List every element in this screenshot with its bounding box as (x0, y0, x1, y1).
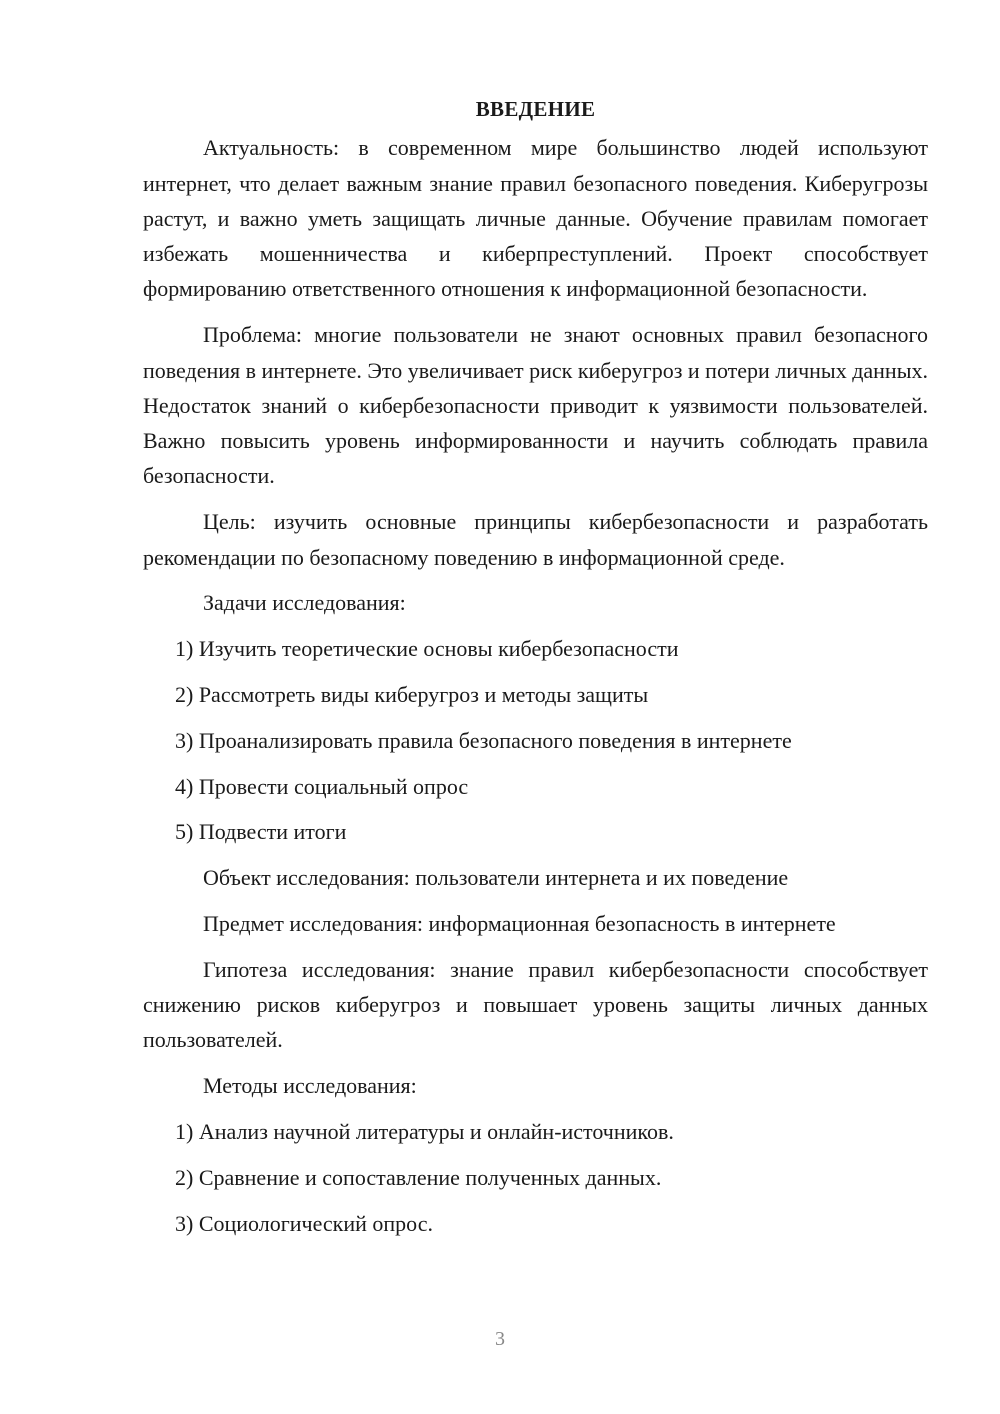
method-item-2: 2) Сравнение и сопоставление полученных данных. (175, 1164, 662, 1190)
task-item-1: 1) Изучить теоретические основы кибербезопасности (175, 636, 679, 662)
task-item-2: 2) Рассмотреть виды киберугроз и методы защиты (175, 681, 649, 707)
page-title: ВВЕДЕНИЕ (475, 97, 596, 121)
relevance-paragraph: Актуальность: в современном мире большинство людей используют интернет, что делает важным знание правил безопасного поведения. Киберугрозы растут, и важно уметь защищать личные данные. Обучение правилам помогает избежать мошенничества и киберпреступлений. Проект способствует формированию ответственного отношения к информационной безопасности. (143, 135, 928, 302)
document-page (143, 92, 928, 1251)
task-item-3: 3) Проанализировать правила безопасного поведения в интернете (175, 727, 792, 753)
task-item-4: 4) Провести социальный опрос (175, 773, 469, 799)
method-item-3: 3) Социологический опрос. (175, 1210, 433, 1236)
research-object: Объект исследования: пользователи интернета и их поведение (203, 865, 789, 891)
problem-paragraph: Проблема: многие пользователи не знают основных правил безопасного поведения в интернете. Это увеличивает риск киберугроз и потери личных данных. Недостаток знаний о кибербезопасности приводит к уязвимости пользователей. Важно повысить уровень информированности и научить соблюдать правила безопасности. (143, 322, 928, 489)
tasks-heading: Задачи исследования: (203, 590, 406, 616)
method-item-1: 1) Анализ научной литературы и онлайн-источников. (175, 1118, 674, 1144)
hypothesis-paragraph: Гипотеза исследования: знание правил кибербезопасности способствует снижению рисков киберугроз и повышает уровень защиты личных данных пользователей. (143, 956, 928, 1053)
page-number: 3 (495, 1328, 505, 1350)
research-subject: Предмет исследования: информационная безопасность в интернете (203, 910, 836, 936)
goal-paragraph: Цель: изучить основные принципы кибербезопасности и разработать рекомендации по безопасному поведению в информационной среде. (143, 509, 928, 570)
task-item-5: 5) Подвести итоги (175, 819, 347, 845)
methods-heading: Методы исследования: (203, 1073, 417, 1099)
